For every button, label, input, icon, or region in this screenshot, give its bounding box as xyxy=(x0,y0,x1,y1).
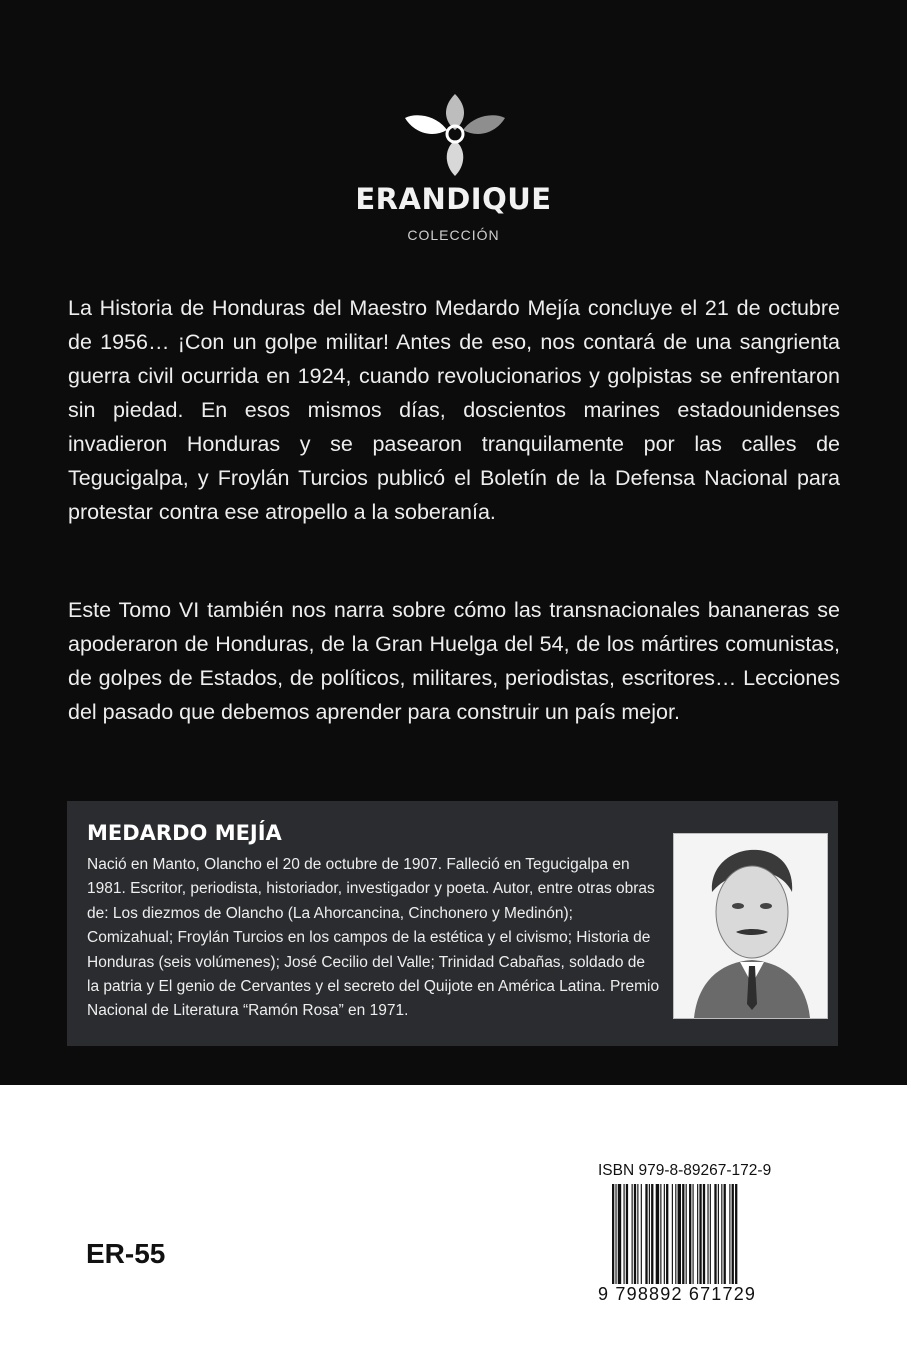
barcode-bar xyxy=(649,1184,650,1300)
barcode-bar xyxy=(735,1184,737,1300)
barcode-bar xyxy=(615,1184,616,1300)
barcode-bar xyxy=(714,1184,716,1300)
barcode-bar xyxy=(724,1184,726,1300)
barcode-bar xyxy=(703,1184,705,1300)
barcode-bar xyxy=(697,1184,698,1300)
barcode-bar xyxy=(632,1184,633,1300)
barcode-bar xyxy=(660,1184,661,1300)
barcode-bar xyxy=(664,1184,665,1300)
barcode-bar xyxy=(637,1184,638,1300)
barcode-bar xyxy=(618,1184,621,1300)
barcode-bar xyxy=(651,1184,653,1300)
collection-subtitle: COLECCIÓN xyxy=(407,227,500,243)
author-name: MEDARDO MEJÍA xyxy=(87,821,282,845)
barcode-bar xyxy=(641,1184,642,1300)
barcode-bar xyxy=(656,1184,659,1300)
barcode-bar xyxy=(689,1184,691,1300)
barcode-bar xyxy=(645,1184,647,1300)
flower-logo-icon xyxy=(403,92,507,178)
barcode-bar xyxy=(675,1184,676,1300)
barcode-bar xyxy=(686,1184,687,1300)
barcode-bar xyxy=(634,1184,636,1300)
collection-name: ERANDIQUE xyxy=(355,182,552,216)
barcode-bar xyxy=(710,1184,711,1300)
barcode-bar xyxy=(718,1184,719,1300)
barcode-bar xyxy=(699,1184,701,1300)
barcode-bar xyxy=(626,1184,628,1300)
barcode-bar xyxy=(729,1184,730,1300)
synopsis-paragraph-2: Este Tomo VI también nos narra sobre cómo las transnacionales bananeras se apoderaron de Honduras, de la Gran Huelga del 54, de los mártires comunistas, de golpes de Estados, de políticos, militares, periodistas, escritores… Lecciones del pasado que debemos aprender para construir un país mejor. xyxy=(68,598,840,724)
barcode-bar xyxy=(693,1184,694,1300)
barcode-bar xyxy=(721,1184,722,1300)
barcode-icon xyxy=(612,1184,776,1300)
barcode-digits: 9 798892 671729 xyxy=(598,1284,757,1304)
barcode-bar xyxy=(732,1184,734,1300)
series-code: ER-55 xyxy=(86,1238,166,1269)
barcode-bar xyxy=(707,1184,708,1300)
barcode-bar xyxy=(672,1184,673,1300)
isbn-label: ISBN 979-8-89267-172-9 xyxy=(598,1162,772,1179)
author-portrait-image xyxy=(673,833,828,1019)
barcode-bar xyxy=(624,1184,625,1300)
synopsis-paragraph-1: La Historia de Honduras del Maestro Medardo Mejía concluye el 21 de octubre de 1956… ¡Con un golpe militar! Antes de eso, nos contará de una sangrienta guerra civil ocurrida en 1924, cuando revolucionarios y golpistas se enfrentaron sin piedad. En esos mismos días, doscientos marines estadounidenses invadieron Honduras y se pasearon tranquilamente por las calles de Tegucigalpa, y Froylán Turcios publicó el Boletín de la Defensa Nacional para protestar contra ese atropello a la soberanía. xyxy=(68,296,840,524)
barcode-bar xyxy=(682,1184,684,1300)
barcode-bar xyxy=(612,1184,614,1300)
barcode-bar xyxy=(666,1184,668,1300)
barcode-bar xyxy=(678,1184,681,1300)
author-bio: Nació en Manto, Olancho el 20 de octubre de 1907. Falleció en Tegucigalpa en 1981. Escritor, periodista, historiador, investigador y poeta. Autor, entre otras obras de: Los diezmos de Olancho (La Ahorcancina, Cinchonero y Medinón); Comizahual; Froylán Turcios en los campos de la estética y el civismo; Historia de Honduras (seis volúmenes); José Cecilio del Valle; Trinidad Cabañas, soldado de la patria y El genio de Cervantes y el secreto del Quijote en América Latina. Premio Nacional de Literatura “Ramón Rosa” en 1971. xyxy=(87,856,660,1020)
author-info-box xyxy=(67,801,838,1046)
